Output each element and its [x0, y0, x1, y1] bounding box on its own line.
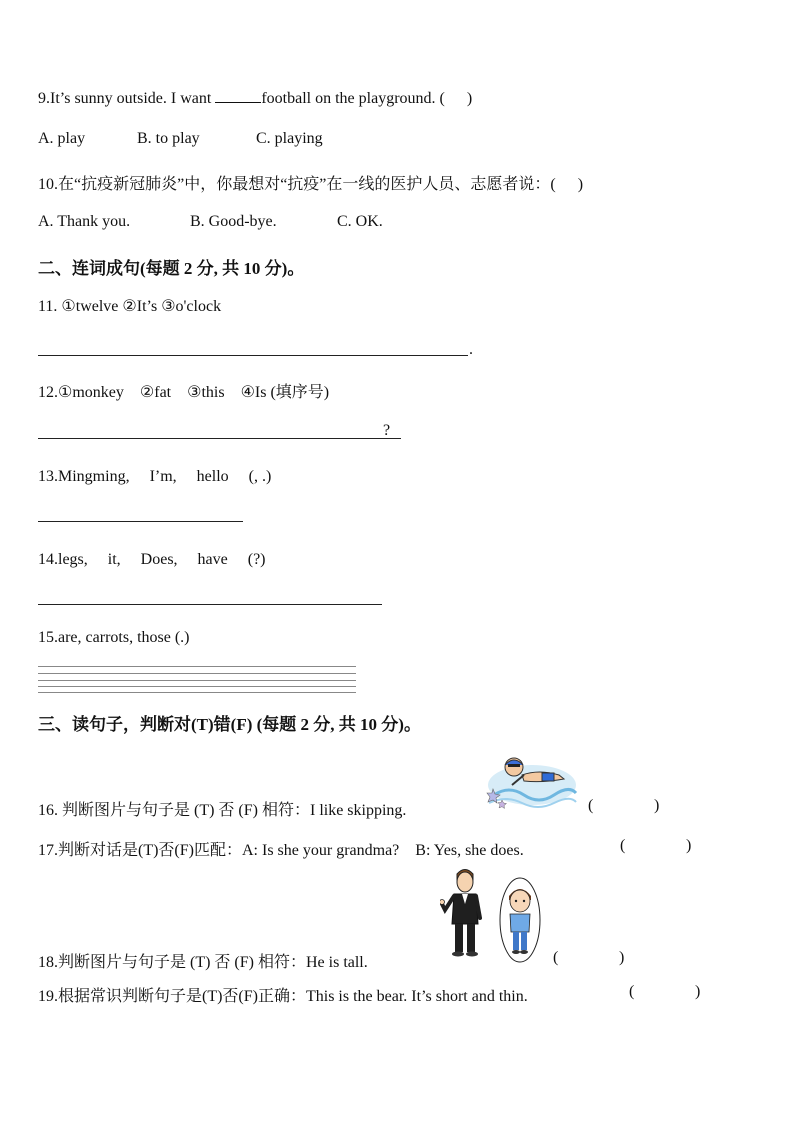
q9-paren-close: ) — [466, 90, 473, 107]
q18-paren-close: ) — [619, 949, 625, 966]
q11-answer-line[interactable] — [38, 355, 468, 356]
q19-paren-close: ) — [695, 983, 701, 1000]
q19-text: 19.根据常识判断句子是(T)否(F)正确：This is the bear. It’s short and thin. — [38, 988, 528, 1005]
q12-answer-line[interactable] — [38, 438, 401, 439]
q13-text: 13.Mingming, I’m, hello (, .) — [38, 468, 272, 485]
q9-text-post: football on the playground. ( — [261, 90, 445, 107]
q9-text-pre: 9.It’s sunny outside. I want — [38, 90, 216, 107]
q10-option-b[interactable]: B. Good-bye. — [190, 213, 277, 230]
q15-answer-line-1[interactable] — [38, 666, 356, 667]
short-boy-icon — [498, 876, 542, 964]
q16-text: 16. 判断图片与句子是 (T) 否 (F) 相符：I like skipping. — [38, 802, 407, 819]
q14-answer-line[interactable] — [38, 604, 382, 605]
q9-blank[interactable] — [215, 88, 261, 103]
q10-text: 10.在“抗疫新冠肺炎”中，你最想对“抗疫”在一线的医护人员、志愿者说：( — [38, 176, 556, 193]
q19-paren-open: ( — [629, 983, 635, 1000]
section3-title: 三、读句子，判断对(T)错(F) (每题 2 分, 共 10 分)。 — [38, 715, 421, 734]
q15-answer-line-2[interactable] — [38, 673, 356, 674]
q10-option-c[interactable]: C. OK. — [337, 213, 383, 230]
q17-paren-open: ( — [620, 837, 626, 854]
q11-end-mark: . — [469, 341, 473, 358]
q12-text: 12.①monkey ②fat ③this ④Is (填序号) — [38, 384, 330, 401]
q9-stem — [38, 88, 472, 108]
q16-answer-slot[interactable] — [600, 797, 650, 815]
tall-man-icon — [440, 866, 490, 958]
swimmer-icon — [484, 745, 579, 813]
q12-end-mark: ? — [383, 422, 391, 439]
q17-answer-slot[interactable] — [632, 837, 682, 855]
q9-option-b[interactable]: B. to play — [137, 130, 200, 147]
q15-answer-line-3[interactable] — [38, 680, 356, 681]
q19-answer-slot[interactable] — [641, 983, 691, 1001]
q18-answer-slot[interactable] — [565, 949, 615, 967]
q15-answer-line-5[interactable] — [38, 692, 356, 693]
q17-text: 17.判断对话是(T)否(F)匹配：A: Is she your grandma? B: Yes, she does. — [38, 842, 524, 859]
section2-title: 二、连词成句(每题 2 分, 共 10 分)。 — [38, 259, 305, 278]
q15-answer-line-4[interactable] — [38, 686, 356, 687]
q11-text: 11. ①twelve ②It’s ③o'clock — [38, 298, 222, 315]
q18-paren-open: ( — [553, 949, 559, 966]
q13-answer-line[interactable] — [38, 521, 243, 522]
q9-option-c[interactable]: C. playing — [256, 130, 323, 147]
q10-stem — [38, 171, 583, 194]
q18-text: 18.判断图片与句子是 (T) 否 (F) 相符：He is tall. — [38, 954, 368, 971]
q16-paren-close: ) — [654, 797, 660, 814]
q14-text: 14.legs, it, Does, have (?) — [38, 551, 266, 568]
q16-paren-open: ( — [588, 797, 594, 814]
q17-paren-close: ) — [686, 837, 692, 854]
q10-option-a[interactable]: A. Thank you. — [38, 213, 131, 230]
q9-option-a[interactable]: A. play — [38, 130, 86, 147]
q15-text: 15.are, carrots, those (.) — [38, 629, 190, 646]
q10-paren-close: ) — [577, 176, 584, 193]
